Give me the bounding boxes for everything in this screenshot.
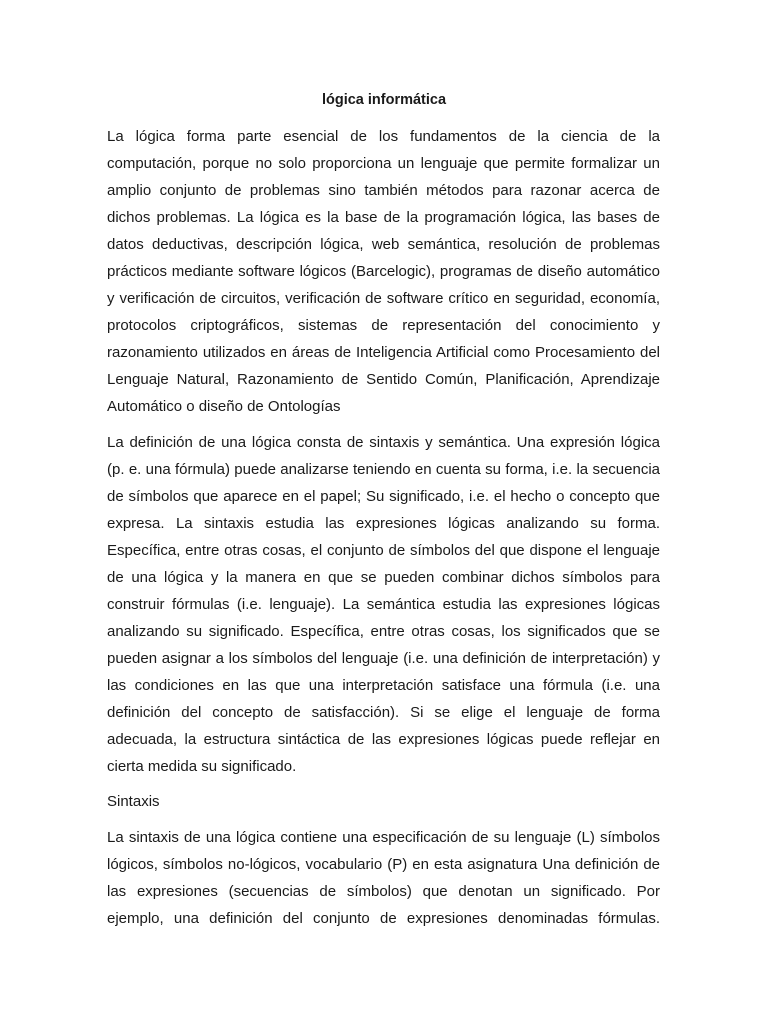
text-line: expresa. La sintaxis estudia las expresiones lógicas analizando su forma. [107,515,660,532]
text-line: amplio conjunto de problemas sino también métodos para razonar acerca de [107,182,660,199]
text-line: datos deductivas, descripción lógica, web semántica, resolución de problemas [107,236,660,253]
text-line: prácticos mediante software lógicos (Barcelogic), programas de diseño automático [107,263,660,280]
section-heading-sintaxis: Sintaxis [107,793,160,810]
text-line: adecuada, la estructura sintáctica de las expresiones lógicas puede reflejar en [107,731,660,748]
text-line: Específica, entre otras cosas, el conjunto de símbolos del que dispone el lenguaje [107,542,660,559]
text-line: y verificación de circuitos, verificación de software crítico en seguridad, economía, [107,290,660,307]
text-line: razonamiento utilizados en áreas de Inteligencia Artificial como Procesamiento del [107,344,660,361]
text-line: protocolos criptográficos, sistemas de representación del conocimiento y [107,317,660,334]
text-line: cierta medida su significado. [107,758,297,775]
text-line: computación, porque no solo proporciona un lenguaje que permite formalizar un [107,155,660,172]
text-line: dichos problemas. La lógica es la base de la programación lógica, las bases de [107,209,660,226]
paragraph-sintaxis [107,824,660,932]
text-line: definición del concepto de satisfacción). Si se elige el lenguaje de forma [107,704,660,721]
text-line: de una lógica y la manera en que se pueden combinar dichos símbolos para [107,569,660,586]
paragraph-definition [107,429,660,780]
text-line: construir fórmulas (i.e. lenguaje). La semántica estudia las expresiones lógicas [107,596,660,613]
text-line: Lenguaje Natural, Razonamiento de Sentido Común, Planificación, Aprendizaje [107,371,660,388]
text-line: de símbolos que aparece en el papel; Su significado, i.e. el hecho o concepto que [107,488,660,505]
text-line: lógicos, símbolos no-lógicos, vocabulario (P) en esta asignatura Una definición de [107,856,660,873]
text-line: La definición de una lógica consta de sintaxis y semántica. Una expresión lógica [107,434,660,451]
text-line: (p. e. una fórmula) puede analizarse teniendo en cuenta su forma, i.e. la secuencia [107,461,660,478]
text-line: La lógica forma parte esencial de los fundamentos de la ciencia de la [107,128,660,145]
text-line: ejemplo, una definición del conjunto de expresiones denominadas fórmulas. [107,910,660,927]
paragraph-introduction [107,123,660,420]
text-line: pueden asignar a los símbolos del lenguaje (i.e. una definición de interpretación) y [107,650,660,667]
text-line: Automático o diseño de Ontologías [107,398,341,415]
text-line: las condiciones en las que una interpretación satisface una fórmula (i.e. una [107,677,660,694]
text-line: La sintaxis de una lógica contiene una especificación de su lenguaje (L) símbolos [107,829,660,846]
text-line: las expresiones (secuencias de símbolos) que denotan un significado. Por [107,883,660,900]
document-title: lógica informática [321,92,447,108]
text-line: analizando su significado. Específica, entre otras cosas, los significados que se [107,623,660,640]
